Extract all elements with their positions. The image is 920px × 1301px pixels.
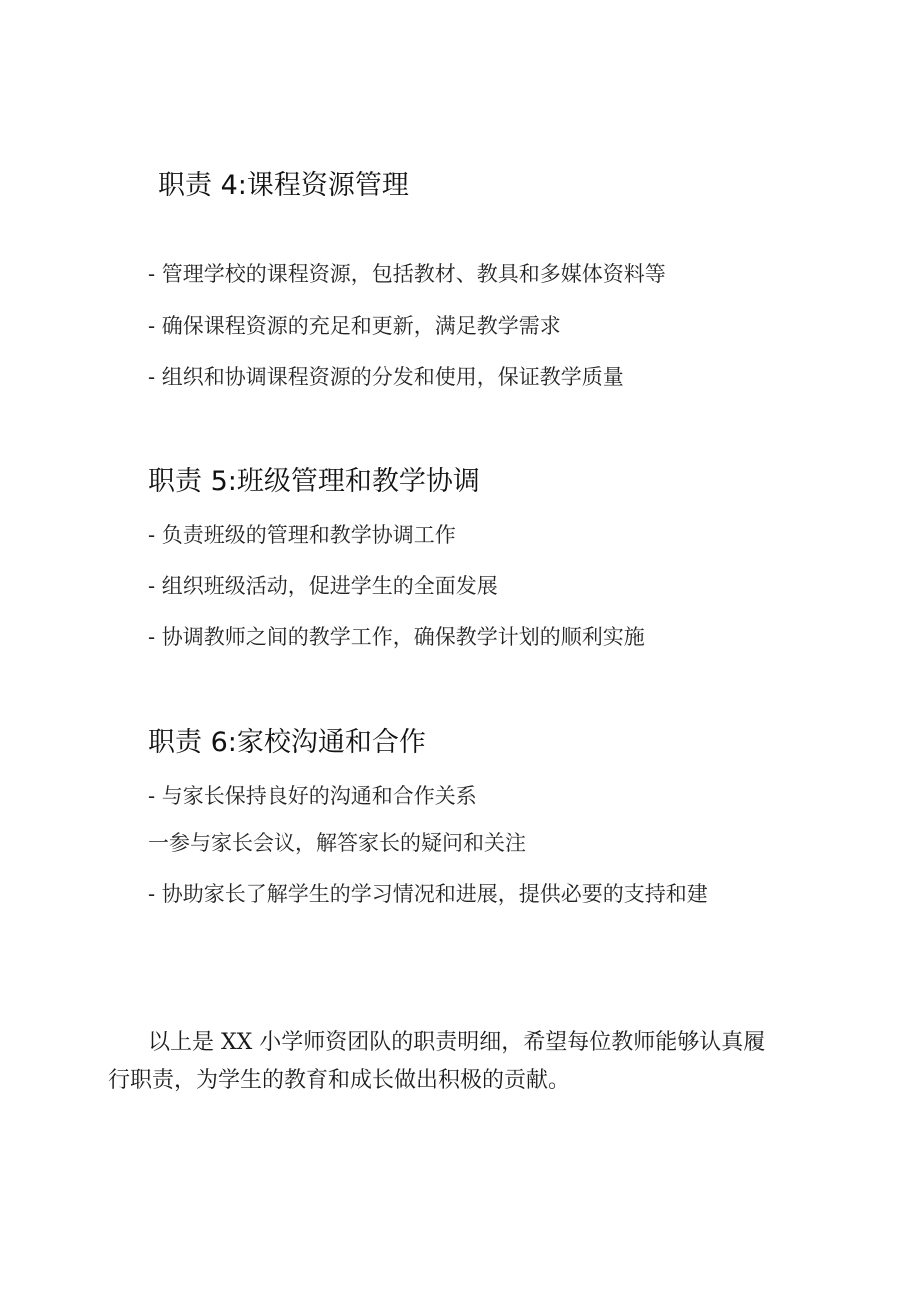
- section-heading-6: 职责 6:家校沟通和合作: [148, 727, 426, 758]
- closing-line-2: 行职责，为学生的教育和成长做出积极的贡献。: [108, 1068, 571, 1093]
- section-5-item-1: - 负责班级的管理和教学协调工作: [148, 523, 456, 547]
- section-6-item-1: - 与家长保持良好的沟通和合作关系: [148, 784, 477, 808]
- section-4-item-1: - 管理学校的课程资源，包括教材、教具和多媒体资料等: [148, 262, 666, 286]
- section-5-item-3: - 协调教师之间的教学工作，确保教学计划的顺利实施: [148, 625, 645, 649]
- section-4-item-2: - 确保课程资源的充足和更新，满足教学需求: [148, 314, 561, 338]
- section-heading-5: 职责 5:班级管理和教学协调: [148, 466, 480, 497]
- closing-line-1: 以上是 XX 小学师资团队的职责明细，希望每位教师能够认真履: [148, 1030, 766, 1055]
- section-6-item-3: - 协助家长了解学生的学习情况和进展，提供必要的支持和建: [148, 882, 708, 906]
- closing-paragraph: [108, 1024, 808, 1100]
- section-6-item-2: 一参与家长会议，解答家长的疑问和关注: [148, 831, 526, 855]
- section-4-item-3: - 组织和协调课程资源的分发和使用，保证教学质量: [148, 365, 624, 389]
- section-5-item-2: - 组织班级活动，促进学生的全面发展: [148, 574, 498, 598]
- section-heading-4: 职责 4:课程资源管理: [158, 170, 409, 201]
